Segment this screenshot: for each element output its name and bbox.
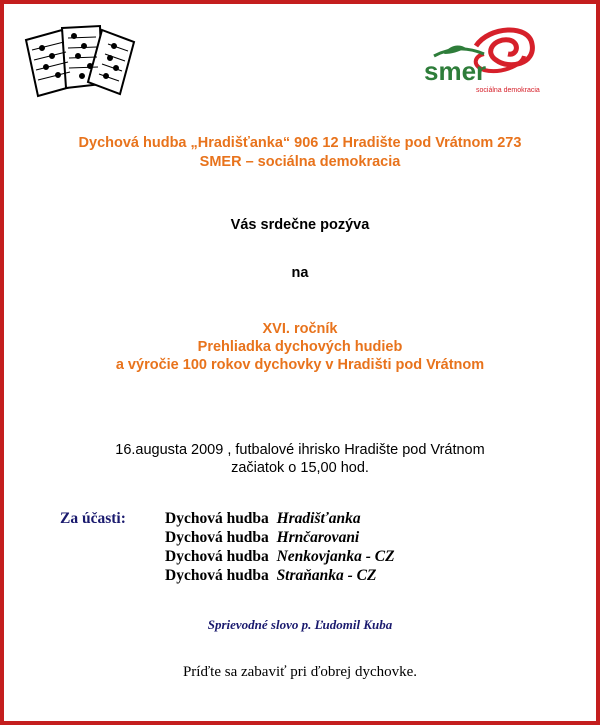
participant-row: [165, 548, 395, 566]
date-place-block: [4, 441, 596, 477]
date-place: 16.augusta 2009 , futbalové ihrisko Hradište pod Vrátnom: [115, 442, 485, 458]
participant-row: [165, 567, 376, 585]
event-title: Prehliadka dychových hudieb: [197, 339, 403, 355]
organizer-party: SMER – sociálna demokracia: [199, 154, 401, 170]
smer-tagline: sociálna demokracia: [476, 87, 540, 94]
closing-text: Príďte sa zabaviť pri ďobrej dychovke.: [182, 664, 418, 680]
participant-name: Hradišťanka: [276, 510, 361, 527]
participant-prefix: Dychová hudba: [165, 510, 269, 527]
sheet-music-icon: [22, 20, 140, 100]
organizer-block: [4, 134, 596, 172]
participant-prefix: Dychová hudba: [165, 548, 269, 565]
participant-row: [165, 529, 359, 547]
smer-logo: [414, 26, 554, 96]
organizer-line: Dychová hudba „Hradišťanka“ 906 12 Hradište pod Vrátnom 273: [78, 135, 522, 151]
participant-prefix: Dychová hudba: [165, 529, 269, 546]
event-block: [4, 320, 596, 374]
event-anniversary: a výročie 100 rokov dychovky v Hradišti pod Vrátnom: [115, 357, 485, 373]
na-text: na: [291, 265, 309, 281]
invite-text: Vás srdečne pozýva: [230, 217, 370, 233]
participant-name: Straňanka - CZ: [276, 567, 377, 584]
participant-name: Hrnčarovani: [276, 529, 360, 546]
participant-name: Nenkovjanka - CZ: [276, 548, 395, 565]
speaker-text: Sprievodné slovo p. Ľudomil Kuba: [207, 617, 393, 632]
event-edition: XVI. ročník: [262, 321, 338, 337]
smer-wordmark: smer: [424, 56, 487, 86]
participant-row: [165, 510, 361, 528]
participant-prefix: Dychová hudba: [165, 567, 269, 584]
start-time: začiatok o 15,00 hod.: [231, 460, 369, 476]
participants-label: Za účasti:: [60, 510, 126, 527]
